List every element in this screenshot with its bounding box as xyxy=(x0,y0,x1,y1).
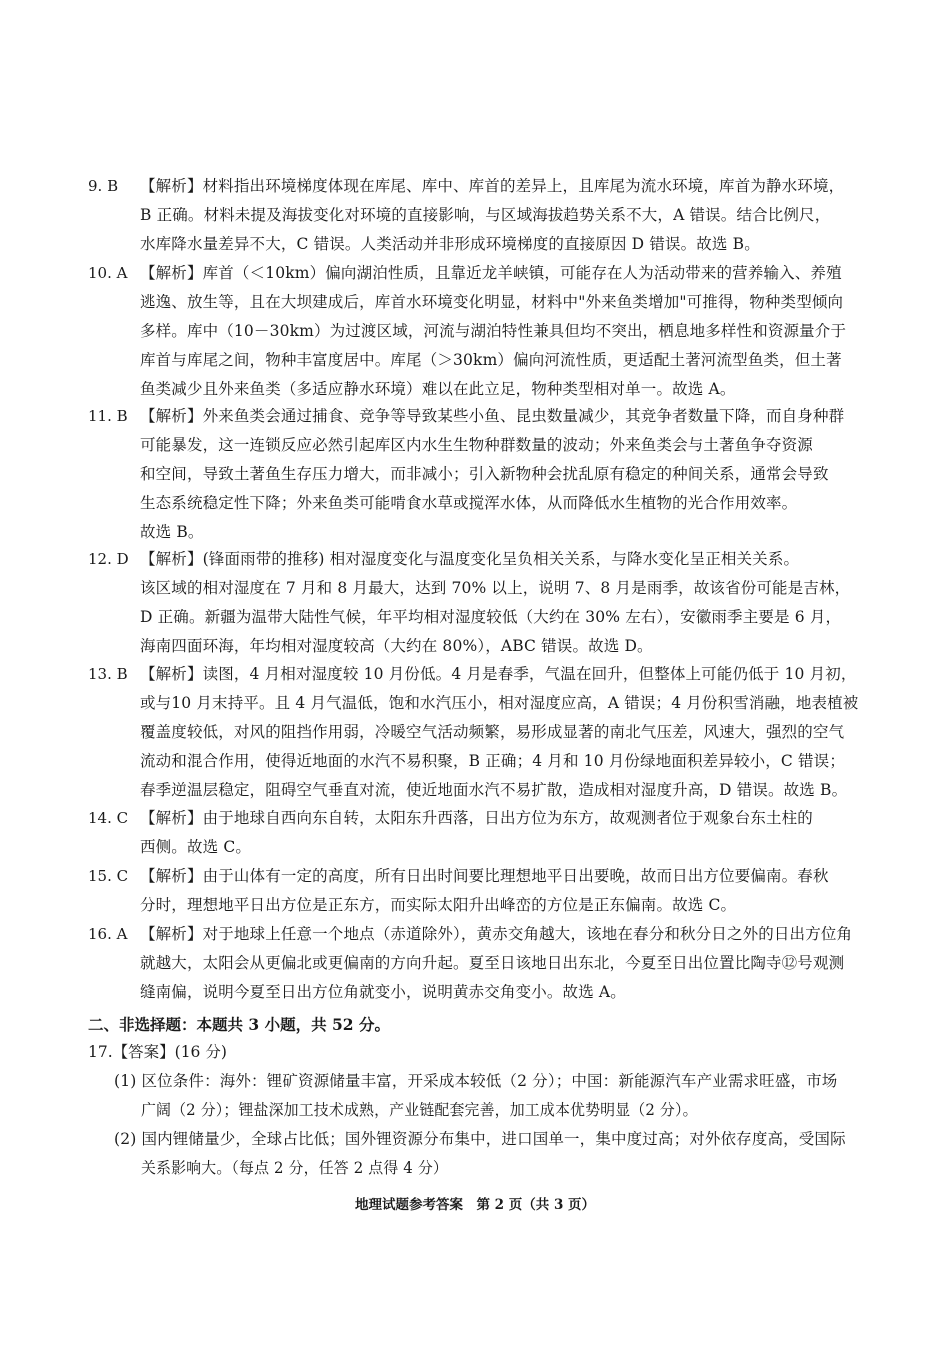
answer-line: 就越大，太阳会从更偏北或更偏南的方向升起。夏至日该地日出东北，今夏至日出位置比陶寺⑫号观测 xyxy=(140,954,845,972)
question-number: 12. D xyxy=(88,550,129,568)
answer-item-14 xyxy=(88,804,868,862)
answer-line: 库首与库尾之间，物种丰富度居中。库尾（＞30km）偏向河流性质，更适配土著河流型鱼类，但土著 xyxy=(140,351,842,369)
question-number: 13. B xyxy=(88,665,128,683)
answer-line: B 正确。材料未提及海拔变化对环境的直接影响，与区域海拔趋势关系不大，A 错误。结合比例尺， xyxy=(140,206,831,224)
question-number: 15. C xyxy=(88,867,129,885)
section-heading: 二、非选择题：本题共 3 小题，共 52 分。 xyxy=(88,1015,390,1034)
answer-line: 【解析】对于地球上任意一个地点（赤道除外），黄赤交角越大，该地在春分和秋分日之外的日出方位角 xyxy=(140,925,853,943)
question-number: 11. B xyxy=(88,407,128,425)
answer-line: 水库降水量差异不大，C 错误。人类活动并非形成环境梯度的直接原因 D 错误。故选 B。 xyxy=(140,235,760,253)
answer-line: 覆盖度较低，对风的阻挡作用弱，冷暖空气活动频繁，易形成显著的南北气压差，风速大，强烈的空气 xyxy=(140,723,845,741)
answer-line: 【解析】由于地球自西向东自转，太阳东升西落，日出方位为东方，故观测者位于观象台东土柱的 xyxy=(140,809,813,827)
answer-item-15 xyxy=(88,862,868,920)
answer-item-13 xyxy=(88,660,868,805)
answer-line: (2) 国内锂储量少，全球占比低；国外锂资源分布集中，进口国单一，集中度过高；对外依存度高，受国际 xyxy=(114,1130,846,1148)
answer-line: 分时，理想地平日出方位是正东方，而实际太阳升出峰峦的方位是正东偏南。故选 C。 xyxy=(140,896,737,914)
answer-line: 逃逸、放生等，且在大坝建成后，库首水环境变化明显，材料中"外来鱼类增加"可推得，物种类型倾向 xyxy=(140,293,844,311)
answer-line: 故选 B。 xyxy=(140,523,204,541)
answer-line: 该区域的相对湿度在 7 月和 8 月最大，达到 70% 以上，说明 7、8 月是雨季，故该省份可能是吉林， xyxy=(140,579,851,597)
question-number: 14. C xyxy=(88,809,129,827)
answer-line: 【解析】(锋面雨带的推移) 相对湿度变化与温度变化呈负相关关系，与降水变化呈正相关关系。 xyxy=(140,550,800,568)
question-number: 16. A xyxy=(88,925,128,943)
answer-item-12 xyxy=(88,545,868,661)
answer-line: 生态系统稳定性下降；外来鱼类可能啃食水草或搅浑水体，从而降低水生植物的光合作用效率。 xyxy=(140,494,798,512)
answer-17-part-2 xyxy=(114,1125,874,1183)
answer-line: 西侧。故选 C。 xyxy=(140,838,251,856)
answer-line: 【解析】库首（＜10km）偏向湖泊性质，且靠近龙羊峡镇，可能存在人为活动带来的营养输入、养殖 xyxy=(140,264,842,282)
answer-line: 【解析】读图，4 月相对湿度较 10 月份低。4 月是春季，气温在回升，但整体上可能仍低于 10 月初， xyxy=(140,665,857,683)
answer-line: 可能暴发，这一连锁反应必然引起库区内水生生物种群数量的波动；外来鱼类会与土著鱼争夺资源 xyxy=(140,436,813,454)
question-17-heading: 17.【答案】(16 分) xyxy=(88,1043,227,1061)
answer-line: 【解析】由于山体有一定的高度，所有日出时间要比理想地平日出要晚，故而日出方位要偏南。春秋 xyxy=(140,867,829,885)
answer-line: 广阔（2 分）；锂盐深加工技术成熟，产业链配套完善，加工成本优势明显（2 分）。 xyxy=(140,1101,698,1119)
page-footer: 地理试题参考答案 第 2 页（共 3 页） xyxy=(354,1197,596,1213)
answer-line: (1) 区位条件：海外：锂矿资源储量丰富，开采成本较低（2 分）；中国：新能源汽车产业需求旺盛，市场 xyxy=(114,1072,838,1090)
answer-17-part-1 xyxy=(114,1067,874,1125)
answer-line: 关系影响大。（每点 2 分，任答 2 点得 4 分） xyxy=(140,1159,448,1177)
answer-line: 或与10 月末持平。且 4 月气温低，饱和水汽压小，相对湿度应高，A 错误；4 月份积雪消融，地表植被 xyxy=(140,694,859,712)
answer-line: 多样。库中（10－30km）为过渡区域，河流与湖泊特性兼具但均不突出，栖息地多样性和资源量介于 xyxy=(140,322,847,340)
answer-line: 和空间，导致土著鱼生存压力增大，而非减小；引入新物种会扰乱原有稳定的种间关系，通常会导致 xyxy=(140,465,829,483)
answer-line: 春季逆温层稳定，阻碍空气垂直对流，使近地面水汽不易扩散，造成相对湿度升高，D 错误。故选 B。 xyxy=(140,781,848,799)
answer-line: 缝南偏，说明今夏至日出方位角就变小，说明黄赤交角变小。故选 A。 xyxy=(140,983,626,1001)
question-number: 10. A xyxy=(88,264,128,282)
answer-item-16 xyxy=(88,920,868,1007)
answer-item-11 xyxy=(88,402,868,547)
answer-line: 【解析】外来鱼类会通过捕食、竞争等导致某些小鱼、昆虫数量减少，其竞争者数量下降，而自身种群 xyxy=(140,407,845,425)
question-number: 9. B xyxy=(88,177,119,195)
answer-line: 流动和混合作用，使得近地面的水汽不易积聚，B 正确；4 月和 10 月份绿地面积差异较小，C 错误； xyxy=(140,752,845,770)
answer-line: 鱼类减少且外来鱼类（多适应静水环境）难以在此立足，物种类型相对单一。故选 A。 xyxy=(140,380,736,398)
answer-line: 【解析】材料指出环境梯度体现在库尾、库中、库首的差异上，且库尾为流水环境，库首为静水环境， xyxy=(140,177,845,195)
answer-line: D 正确。新疆为温带大陆性气候，年平均相对湿度较低（大约在 30% 左右），安徽雨季主要是 6 月， xyxy=(140,608,842,626)
answer-line: 海南四面环海，年均相对湿度较高（大约在 80%），ABC 错误。故选 D。 xyxy=(140,637,653,655)
answer-item-10 xyxy=(88,259,868,404)
answer-item-9 xyxy=(88,172,868,259)
